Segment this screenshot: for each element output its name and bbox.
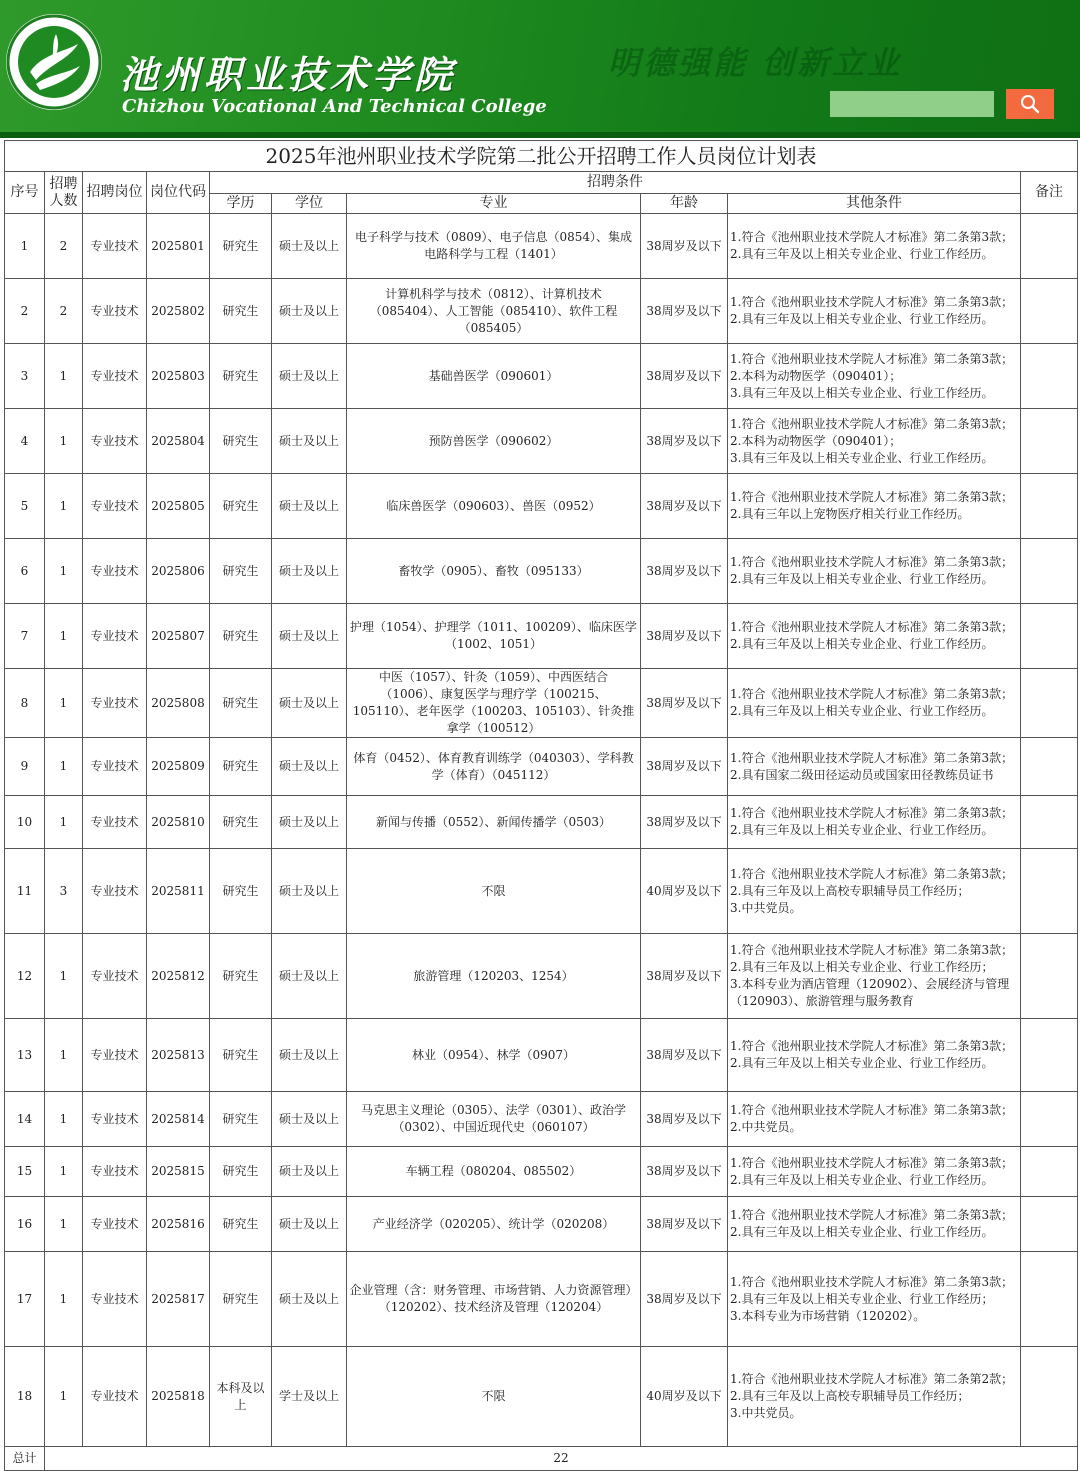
cell-education: 研究生 [210, 1019, 272, 1092]
cell-count: 2 [45, 214, 83, 279]
cell-degree: 硕士及以上 [272, 539, 347, 604]
cell-code: 2025809 [147, 738, 210, 796]
cell-age: 38周岁及以下 [641, 604, 728, 669]
cell-post: 专业技术 [83, 849, 147, 934]
cell-no: 11 [5, 849, 45, 934]
cell-major [347, 1092, 641, 1147]
cell-post: 专业技术 [83, 539, 147, 604]
cell-education: 研究生 [210, 279, 272, 344]
condition-line: 3.具有三年及以上相关专业企业、行业工作经历。 [730, 450, 994, 465]
cell-age: 40周岁及以下 [641, 849, 728, 934]
table-row [5, 409, 1078, 474]
cell-other-conditions [728, 604, 1021, 669]
cell-major [347, 934, 641, 1019]
cell-degree: 硕士及以上 [272, 1092, 347, 1147]
header-education: 学历 [210, 194, 272, 214]
cell-no: 6 [5, 539, 45, 604]
cell-no: 16 [5, 1197, 45, 1252]
cell-post: 专业技术 [83, 409, 147, 474]
condition-line: 2.具有三年及以上高校专职辅导员工作经历； [730, 883, 970, 898]
cell-count: 1 [45, 539, 83, 604]
condition-line: 2.具有三年及以上相关专业企业、行业工作经历。 [730, 637, 994, 651]
cell-major [347, 1197, 641, 1252]
cell-post: 专业技术 [83, 934, 147, 1019]
condition-line: 3.具有三年及以上相关专业企业、行业工作经历。 [730, 385, 994, 400]
cell-count: 1 [45, 669, 83, 738]
condition-line: 1.符合《池州职业技术学院人才标准》第二条第2款； [730, 1372, 1014, 1386]
cell-education: 研究生 [210, 1092, 272, 1147]
cell-degree: 硕士及以上 [272, 1252, 347, 1347]
condition-line: 1.符合《池州职业技术学院人才标准》第二条第3款； [730, 351, 1014, 366]
condition-line: 2.具有三年以上宠物医疗相关行业工作经历。 [730, 507, 970, 521]
cell-degree: 硕士及以上 [272, 604, 347, 669]
cell-no: 17 [5, 1252, 45, 1347]
cell-age: 38周岁及以下 [641, 409, 728, 474]
table-row [5, 279, 1078, 344]
cell-major [347, 1019, 641, 1092]
cell-other-conditions [728, 474, 1021, 539]
cell-other-conditions [728, 738, 1021, 796]
condition-line: 1.符合《池州职业技术学院人才标准》第二条第3款； [730, 416, 1014, 431]
condition-line: 2.本科为动物医学（090401）； [730, 368, 902, 383]
header-code: 岗位代码 [147, 172, 210, 214]
cell-education: 研究生 [210, 409, 272, 474]
search-button[interactable] [1006, 89, 1054, 119]
table-row [5, 1252, 1078, 1347]
major-text: 预防兽医学（090602） [428, 433, 559, 448]
condition-line: 3.本科专业为市场营销（120202）。 [730, 1308, 926, 1323]
major-text: 中医（1057）、针灸（1059）、中西医结合（1006）、康复医学与理疗学（100215、105110）、老年医学（100203、105103）、针灸推拿学（100512） [352, 670, 635, 735]
cell-other-conditions [728, 669, 1021, 738]
cell-remark [1021, 604, 1078, 669]
cell-no: 1 [5, 214, 45, 279]
cell-major [347, 604, 641, 669]
cell-degree: 硕士及以上 [272, 796, 347, 849]
table-row [5, 214, 1078, 279]
condition-line: 1.符合《池州职业技术学院人才标准》第二条第3款； [730, 806, 1014, 820]
cell-code: 2025813 [147, 1019, 210, 1092]
cell-degree: 硕士及以上 [272, 409, 347, 474]
cell-count: 1 [45, 1197, 83, 1252]
cell-major [347, 539, 641, 604]
condition-line: 1.符合《池州职业技术学院人才标准》第二条第3款； [730, 555, 1014, 569]
condition-line: 2.本科为动物医学（090401）； [730, 433, 902, 448]
cell-remark [1021, 344, 1078, 409]
major-text: 企业管理（含：财务管理、市场营销、人力资源管理）（120202）、技术经济及管理（120204） [349, 1283, 638, 1314]
cell-other-conditions [728, 796, 1021, 849]
major-text: 马克思主义理论（0305）、法学（0301）、政治学（0302）、中国近现代史（060107） [360, 1103, 627, 1134]
cell-no: 13 [5, 1019, 45, 1092]
table-row [5, 1197, 1078, 1252]
cell-other-conditions [728, 849, 1021, 934]
cell-post: 专业技术 [83, 738, 147, 796]
condition-line: 2.具有三年及以上相关专业企业、行业工作经历； [730, 1291, 994, 1306]
major-text: 新闻与传播（0552）、新闻传播学（0503） [375, 814, 612, 829]
condition-line: 1.符合《池州职业技术学院人才标准》第二条第3款； [730, 620, 1014, 634]
cell-age: 38周岁及以下 [641, 474, 728, 539]
condition-line: 1.符合《池州职业技术学院人才标准》第二条第3款； [730, 750, 1014, 765]
cell-education: 研究生 [210, 604, 272, 669]
header-divider [0, 132, 1080, 138]
cell-code: 2025817 [147, 1252, 210, 1347]
cell-count: 1 [45, 1092, 83, 1147]
cell-degree: 硕士及以上 [272, 474, 347, 539]
cell-major [347, 1252, 641, 1347]
cell-code: 2025811 [147, 849, 210, 934]
header-major: 专业 [347, 194, 641, 214]
recruitment-plan-table [4, 140, 1078, 1471]
cell-remark [1021, 409, 1078, 474]
cell-code: 2025802 [147, 279, 210, 344]
condition-line: 3.中共党员。 [730, 1406, 802, 1420]
cell-code: 2025807 [147, 604, 210, 669]
condition-line: 1.符合《池州职业技术学院人才标准》第二条第3款； [730, 943, 1014, 957]
table-row [5, 604, 1078, 669]
cell-age: 38周岁及以下 [641, 1092, 728, 1147]
condition-line: 2.具有三年及以上相关专业企业、行业工作经历。 [730, 247, 994, 261]
cell-other-conditions [728, 1019, 1021, 1092]
cell-no: 14 [5, 1092, 45, 1147]
table-row [5, 344, 1078, 409]
condition-line: 2.具有三年及以上相关专业企业、行业工作经历； [730, 960, 994, 974]
cell-age: 38周岁及以下 [641, 539, 728, 604]
cell-education: 研究生 [210, 344, 272, 409]
cell-code: 2025814 [147, 1092, 210, 1147]
cell-remark [1021, 1252, 1078, 1347]
cell-code: 2025810 [147, 796, 210, 849]
table-row [5, 474, 1078, 539]
cell-major [347, 279, 641, 344]
major-text: 体育（0452）、体育教育训练学（040303）、学科教学（体育）（045112） [353, 750, 634, 782]
condition-line: 2.具有三年及以上相关专业企业、行业工作经历。 [730, 312, 994, 326]
cell-other-conditions [728, 279, 1021, 344]
cell-count: 1 [45, 1019, 83, 1092]
cell-major [347, 344, 641, 409]
cell-education: 研究生 [210, 796, 272, 849]
cell-education: 研究生 [210, 849, 272, 934]
cell-post: 专业技术 [83, 1019, 147, 1092]
cell-education: 本科及以上 [210, 1347, 272, 1447]
table-title: 2025年池州职业技术学院第二批公开招聘工作人员岗位计划表 [5, 141, 1078, 172]
major-text: 不限 [481, 1389, 506, 1403]
cell-count: 1 [45, 1147, 83, 1197]
cell-count: 1 [45, 409, 83, 474]
cell-other-conditions [728, 409, 1021, 474]
cell-education: 研究生 [210, 214, 272, 279]
major-text: 电子科学与技术（0809）、电子信息（0854）、集成电路科学与工程（1401） [354, 230, 633, 261]
cell-remark [1021, 849, 1078, 934]
table-row [5, 669, 1078, 738]
cell-education: 研究生 [210, 1197, 272, 1252]
cell-code: 2025816 [147, 1197, 210, 1252]
cell-no: 3 [5, 344, 45, 409]
cell-post: 专业技术 [83, 669, 147, 738]
condition-line: 1.符合《池州职业技术学院人才标准》第二条第3款； [730, 866, 1014, 881]
cell-no: 7 [5, 604, 45, 669]
cell-code: 2025804 [147, 409, 210, 474]
cell-age: 38周岁及以下 [641, 1197, 728, 1252]
condition-line: 3.中共党员。 [730, 900, 802, 915]
cell-major [347, 669, 641, 738]
condition-line: 2.中共党员。 [730, 1120, 802, 1134]
header-no: 序号 [5, 172, 45, 214]
table-row [5, 1092, 1078, 1147]
cell-code: 2025812 [147, 934, 210, 1019]
cell-count: 1 [45, 344, 83, 409]
cell-count: 1 [45, 738, 83, 796]
cell-education: 研究生 [210, 669, 272, 738]
major-text: 林业（0954）、林学（0907） [411, 1047, 576, 1062]
cell-post: 专业技术 [83, 1252, 147, 1347]
condition-line: 2.具有国家二级田径运动员或国家田径教练员证书 [730, 767, 994, 782]
cell-degree: 硕士及以上 [272, 669, 347, 738]
cell-remark [1021, 738, 1078, 796]
cell-major [347, 1347, 641, 1447]
cell-no: 18 [5, 1347, 45, 1447]
cell-other-conditions [728, 1252, 1021, 1347]
cell-education: 研究生 [210, 1147, 272, 1197]
cell-age: 38周岁及以下 [641, 934, 728, 1019]
cell-remark [1021, 1019, 1078, 1092]
total-row [5, 1447, 1078, 1471]
cell-other-conditions [728, 539, 1021, 604]
cell-post: 专业技术 [83, 604, 147, 669]
cell-education: 研究生 [210, 934, 272, 1019]
cell-degree: 硕士及以上 [272, 1197, 347, 1252]
major-text: 基础兽医学（090601） [428, 368, 559, 383]
cell-post: 专业技术 [83, 344, 147, 409]
cell-code: 2025803 [147, 344, 210, 409]
cell-no: 12 [5, 934, 45, 1019]
cell-age: 38周岁及以下 [641, 738, 728, 796]
search-input[interactable] [830, 91, 994, 117]
cell-other-conditions [728, 1092, 1021, 1147]
major-text: 不限 [481, 883, 506, 898]
site-header [0, 0, 1080, 138]
cell-count: 2 [45, 279, 83, 344]
cell-age: 38周岁及以下 [641, 796, 728, 849]
condition-line: 2.具有三年及以上相关专业企业、行业工作经历。 [730, 1172, 994, 1187]
cell-education: 研究生 [210, 1252, 272, 1347]
header-post: 招聘岗位 [83, 172, 147, 214]
cell-age: 38周岁及以下 [641, 1019, 728, 1092]
table-row [5, 738, 1078, 796]
major-text: 产业经济学（020205）、统计学（020208） [372, 1216, 615, 1231]
cell-age: 38周岁及以下 [641, 279, 728, 344]
cell-post: 专业技术 [83, 1347, 147, 1447]
table-row [5, 934, 1078, 1019]
cell-no: 5 [5, 474, 45, 539]
cell-major [347, 738, 641, 796]
cell-count: 3 [45, 849, 83, 934]
table-row [5, 796, 1078, 849]
cell-post: 专业技术 [83, 474, 147, 539]
cell-major [347, 474, 641, 539]
cell-code: 2025815 [147, 1147, 210, 1197]
cell-education: 研究生 [210, 474, 272, 539]
cell-post: 专业技术 [83, 1147, 147, 1197]
cell-age: 40周岁及以下 [641, 1347, 728, 1447]
condition-line: 1.符合《池州职业技术学院人才标准》第二条第3款； [730, 1103, 1014, 1117]
major-text: 畜牧学（0905）、畜牧（095133） [398, 563, 589, 578]
major-text: 临床兽医学（090603）、兽医（0952） [386, 498, 601, 513]
cell-code: 2025801 [147, 214, 210, 279]
cell-no: 10 [5, 796, 45, 849]
cell-post: 专业技术 [83, 214, 147, 279]
condition-line: 2.具有三年及以上相关专业企业、行业工作经历。 [730, 1056, 994, 1070]
college-name-en: Chizhou Vocational And Technical College [122, 96, 547, 117]
cell-code: 2025808 [147, 669, 210, 738]
cell-code: 2025805 [147, 474, 210, 539]
cell-remark [1021, 214, 1078, 279]
cell-post: 专业技术 [83, 1197, 147, 1252]
cell-age: 38周岁及以下 [641, 344, 728, 409]
cell-code: 2025818 [147, 1347, 210, 1447]
cell-other-conditions [728, 1347, 1021, 1447]
condition-line: 1.符合《池州职业技术学院人才标准》第二条第3款； [730, 230, 1014, 244]
major-text: 护理（1054）、护理学（1011、100209）、临床医学（1002、1051） [350, 620, 637, 651]
cell-count: 1 [45, 796, 83, 849]
cell-degree: 硕士及以上 [272, 1147, 347, 1197]
cell-degree: 硕士及以上 [272, 214, 347, 279]
cell-remark [1021, 1147, 1078, 1197]
total-label: 总计 [5, 1447, 45, 1471]
cell-remark [1021, 1347, 1078, 1447]
condition-line: 2.具有三年及以上高校专职辅导员工作经历； [730, 1389, 970, 1403]
condition-line: 2.具有三年及以上相关专业企业、行业工作经历。 [730, 823, 994, 837]
condition-line: 1.符合《池州职业技术学院人才标准》第二条第3款； [730, 1039, 1014, 1053]
table-row [5, 1019, 1078, 1092]
cell-major [347, 214, 641, 279]
condition-line: 2.具有三年及以上相关专业企业、行业工作经历。 [730, 704, 994, 718]
condition-line: 1.符合《池州职业技术学院人才标准》第二条第3款； [730, 1155, 1014, 1170]
cell-count: 1 [45, 604, 83, 669]
search-icon [1020, 94, 1040, 114]
cell-other-conditions [728, 1147, 1021, 1197]
college-logo-icon[interactable] [6, 14, 102, 110]
college-motto: 明德强能 创新立业 [608, 44, 903, 82]
cell-other-conditions [728, 1197, 1021, 1252]
header-conditions: 招聘条件 [210, 172, 1021, 194]
major-text: 车辆工程（080204、085502） [405, 1164, 582, 1178]
cell-degree: 硕士及以上 [272, 738, 347, 796]
major-text: 计算机科学与技术（0812）、计算机技术（085404）、人工智能（085410）、软件工程（085405） [369, 286, 618, 335]
cell-major [347, 849, 641, 934]
condition-line: 1.符合《池州职业技术学院人才标准》第二条第3款； [730, 295, 1014, 309]
cell-count: 1 [45, 934, 83, 1019]
cell-remark [1021, 474, 1078, 539]
condition-line: 1.符合《池州职业技术学院人才标准》第二条第3款； [730, 1274, 1014, 1289]
table-row [5, 1147, 1078, 1197]
cell-age: 38周岁及以下 [641, 1147, 728, 1197]
cell-major [347, 1147, 641, 1197]
cell-degree: 硕士及以上 [272, 1019, 347, 1092]
cell-remark [1021, 539, 1078, 604]
cell-count: 1 [45, 474, 83, 539]
cell-no: 15 [5, 1147, 45, 1197]
condition-line: 1.符合《池州职业技术学院人才标准》第二条第3款； [730, 490, 1014, 504]
cell-degree: 硕士及以上 [272, 279, 347, 344]
cell-major [347, 409, 641, 474]
cell-count: 1 [45, 1252, 83, 1347]
college-name-cn: 池州职业技术学院 [120, 52, 457, 97]
header-age: 年龄 [641, 194, 728, 214]
cell-age: 38周岁及以下 [641, 669, 728, 738]
cell-other-conditions [728, 934, 1021, 1019]
header-other: 其他条件 [728, 194, 1021, 214]
condition-line: 1.符合《池州职业技术学院人才标准》第二条第3款； [730, 1208, 1014, 1222]
cell-remark [1021, 796, 1078, 849]
cell-other-conditions [728, 344, 1021, 409]
cell-no: 9 [5, 738, 45, 796]
cell-remark [1021, 279, 1078, 344]
cell-age: 38周岁及以下 [641, 1252, 728, 1347]
cell-degree: 硕士及以上 [272, 934, 347, 1019]
total-value: 22 [45, 1447, 1078, 1471]
condition-line: 2.具有三年及以上相关专业企业、行业工作经历。 [730, 572, 994, 586]
cell-no: 2 [5, 279, 45, 344]
cell-age: 38周岁及以下 [641, 214, 728, 279]
major-text: 旅游管理（120203、1254） [413, 968, 574, 983]
cell-no: 4 [5, 409, 45, 474]
condition-line: 1.符合《池州职业技术学院人才标准》第二条第3款； [730, 687, 1014, 701]
header-count: 招聘人数 [45, 172, 83, 214]
cell-degree: 学士及以上 [272, 1347, 347, 1447]
cell-degree: 硕士及以上 [272, 849, 347, 934]
cell-degree: 硕士及以上 [272, 344, 347, 409]
cell-other-conditions [728, 214, 1021, 279]
cell-post: 专业技术 [83, 279, 147, 344]
cell-remark [1021, 934, 1078, 1019]
header-remark: 备注 [1021, 172, 1078, 214]
cell-education: 研究生 [210, 539, 272, 604]
cell-count: 1 [45, 1347, 83, 1447]
cell-post: 专业技术 [83, 796, 147, 849]
table-row [5, 539, 1078, 604]
header-degree: 学位 [272, 194, 347, 214]
table-row [5, 1347, 1078, 1447]
cell-remark [1021, 1197, 1078, 1252]
condition-line: 2.具有三年及以上相关专业企业、行业工作经历。 [730, 1225, 994, 1239]
cell-major [347, 796, 641, 849]
cell-remark [1021, 669, 1078, 738]
table-row [5, 849, 1078, 934]
cell-remark [1021, 1092, 1078, 1147]
condition-line: 3.本科专业为酒店管理（120902）、会展经济与管理（120903）、旅游管理与服务教育 [730, 977, 1010, 1008]
cell-post: 专业技术 [83, 1092, 147, 1147]
cell-no: 8 [5, 669, 45, 738]
cell-code: 2025806 [147, 539, 210, 604]
cell-education: 研究生 [210, 738, 272, 796]
